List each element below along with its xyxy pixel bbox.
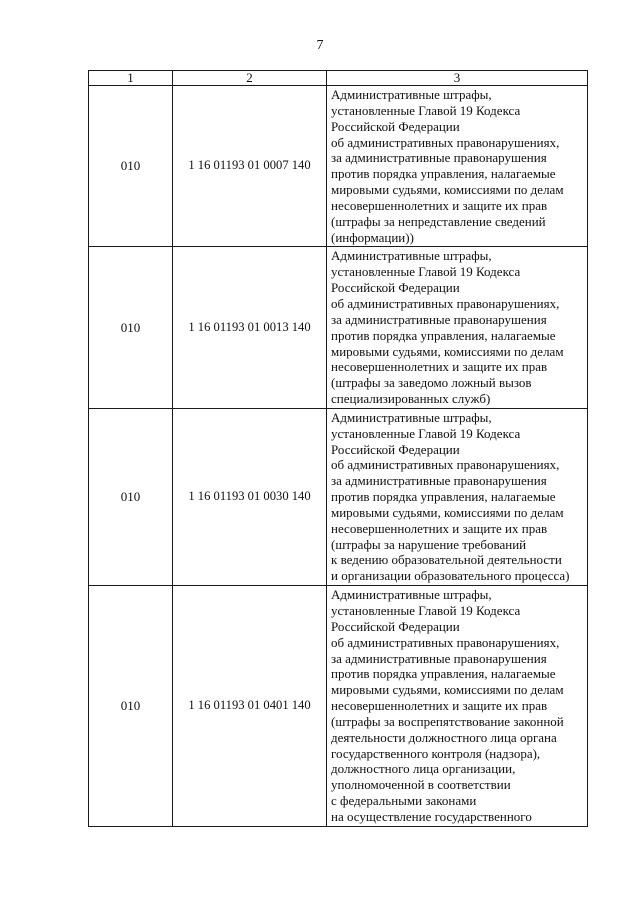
description-line: с федеральными законами — [331, 793, 477, 809]
description-line: деятельности должностного лица органа — [331, 729, 557, 745]
description-line: (штрафы за заведомо ложный вызов — [331, 375, 532, 391]
description-line: Российской Федерации — [331, 118, 460, 134]
description-line: установленные Главой 19 Кодекса — [331, 264, 521, 280]
admin-code-cell: 010 — [89, 247, 173, 408]
kbk-code-cell: 1 16 01193 01 0030 140 — [173, 408, 327, 585]
description-line: за административные правонарушения — [331, 311, 547, 327]
table-row — [89, 586, 588, 827]
description-line: несовершеннолетних и защите их прав — [331, 520, 548, 536]
description-line: установленные Главой 19 Кодекса — [331, 425, 521, 441]
description-line: (информации)) — [331, 229, 414, 245]
description-line: уполномоченной в соответствии — [331, 777, 511, 793]
description-cell — [327, 247, 588, 408]
description-line: об административных правонарушениях, — [331, 634, 560, 650]
description-line: Российской Федерации — [331, 618, 460, 634]
description-cell — [327, 408, 588, 585]
description-line: против порядка управления, налагаемые — [331, 327, 556, 343]
description-line: Административные штрафы, — [331, 87, 492, 102]
description-line: за административные правонарушения — [331, 150, 547, 166]
kbk-code-cell: 1 16 01193 01 0007 140 — [173, 86, 327, 247]
description-line: об административных правонарушениях, — [331, 457, 560, 473]
kbk-code-cell: 1 16 01193 01 0401 140 — [173, 586, 327, 827]
description-line: (штрафы за воспрепятствование законной — [331, 713, 564, 729]
description-line: мировыми судьями, комиссиями по делам — [331, 343, 564, 359]
description-cell — [327, 86, 588, 247]
description-line: мировыми судьями, комиссиями по делам — [331, 182, 564, 198]
description-line: против порядка управления, налагаемые — [331, 666, 556, 682]
description-line: за административные правонарушения — [331, 650, 547, 666]
description-line: мировыми судьями, комиссиями по делам — [331, 504, 564, 520]
description-cell — [327, 586, 588, 827]
table-row — [89, 247, 588, 408]
description-line: Административные штрафы, — [331, 248, 492, 264]
admin-code-cell: 010 — [89, 86, 173, 247]
kbk-code-cell: 1 16 01193 01 0013 140 — [173, 247, 327, 408]
column-header-3: 3 — [327, 71, 588, 86]
description-line: Административные штрафы, — [331, 409, 492, 425]
description-line: об административных правонарушениях, — [331, 295, 560, 311]
description-line: установленные Главой 19 Кодекса — [331, 603, 521, 618]
table-row — [89, 86, 588, 247]
page-number: 7 — [316, 38, 324, 53]
description-line: Российской Федерации — [331, 441, 460, 457]
description-line: (штрафы за нарушение требований — [331, 536, 527, 552]
description-line: должностного лица организации, — [331, 761, 516, 777]
description-line: Административные штрафы, — [331, 587, 492, 603]
description-line: мировыми судьями, комиссиями по делам — [331, 682, 564, 698]
admin-code-cell: 010 — [89, 586, 173, 827]
column-header-2: 2 — [173, 71, 327, 86]
description-line: (штрафы за непредставление сведений — [331, 213, 546, 229]
description-line: об административных правонарушениях, — [331, 134, 560, 150]
table-row — [89, 408, 588, 585]
description-line: несовершеннолетних и защите их прав — [331, 359, 548, 375]
column-header-1: 1 — [89, 71, 173, 86]
description-line: несовершеннолетних и защите их прав — [331, 197, 548, 213]
description-line: государственного контроля (надзора), — [331, 745, 541, 761]
description-line: Российской Федерации — [331, 280, 460, 296]
description-line: и организации образовательного процесса) — [331, 568, 570, 584]
admin-code-cell: 010 — [89, 408, 173, 585]
description-line: к ведению образовательной деятельности — [331, 552, 562, 568]
description-line: за административные правонарушения — [331, 473, 547, 489]
description-line: специализированных служб) — [331, 391, 491, 407]
description-line: против порядка управления, налагаемые — [331, 166, 556, 182]
budget-classification-table — [88, 70, 588, 827]
description-line: против порядка управления, налагаемые — [331, 489, 556, 505]
description-line: несовершеннолетних и защите их прав — [331, 698, 548, 714]
description-line: на осуществление государственного — [331, 808, 532, 824]
description-line: установленные Главой 19 Кодекса — [331, 102, 521, 118]
table-header-row — [89, 71, 588, 86]
